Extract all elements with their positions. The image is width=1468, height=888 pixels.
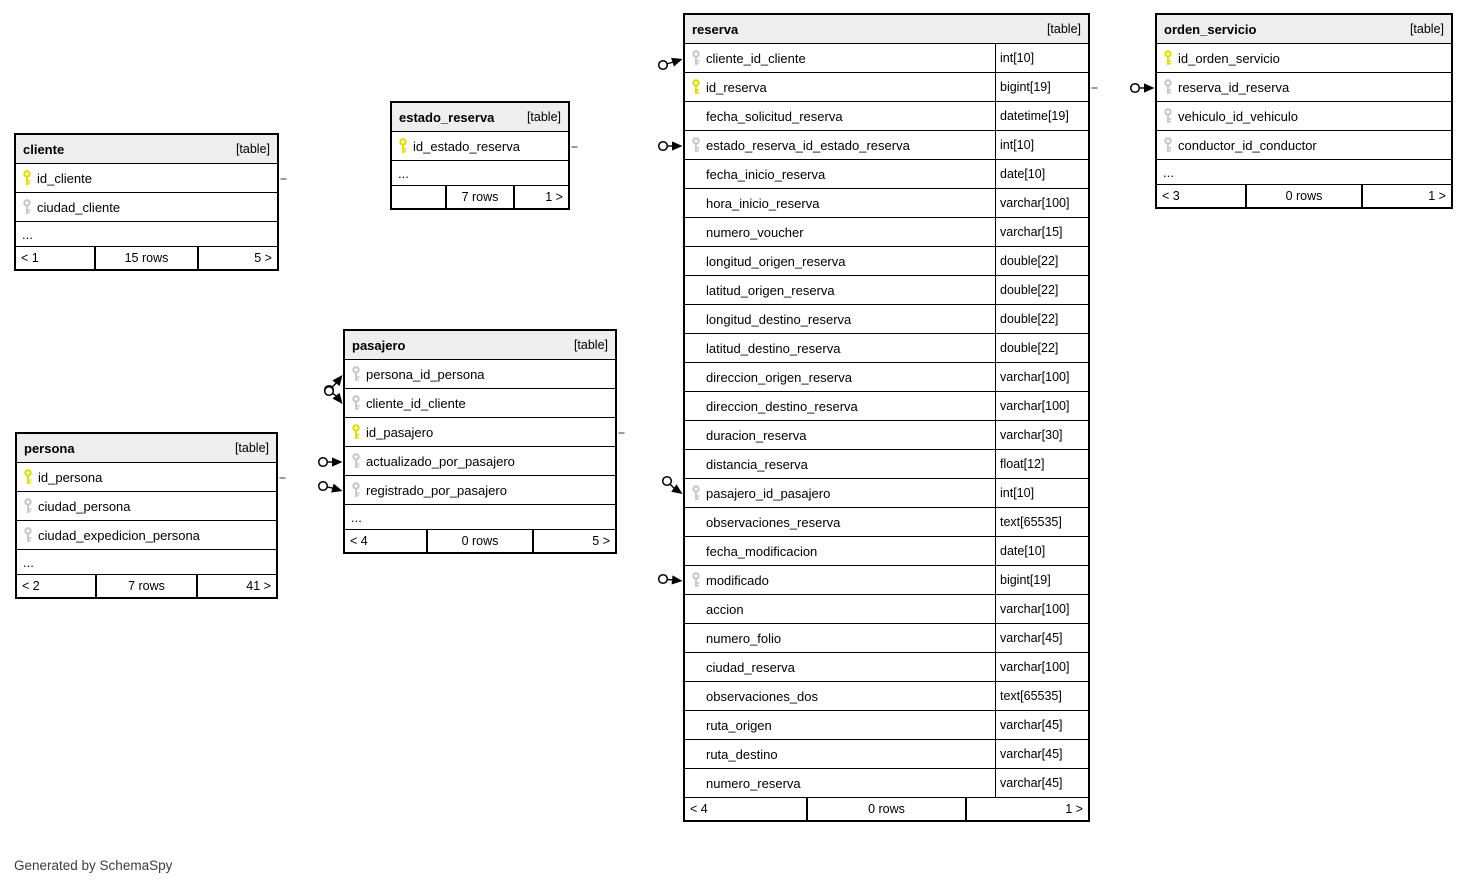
key-icon-slot: [685, 79, 706, 95]
column-type: varchar[15]: [995, 218, 1088, 246]
foreign-key-icon: [691, 485, 701, 501]
column-row-numero_voucher: [685, 218, 1088, 247]
row-count: 0 rows: [426, 530, 534, 552]
column-row-id_persona: [17, 463, 276, 492]
column-type: varchar[100]: [995, 392, 1088, 420]
table-tag: [table]: [1409, 22, 1444, 36]
column-row-registrado_por_pasajero: [345, 476, 615, 505]
more-columns-ellipsis: ...: [16, 222, 277, 247]
table-header: [392, 103, 568, 132]
column-row-estado_reserva_id_estado_reserva: [685, 131, 1088, 160]
row-count: 7 rows: [95, 575, 199, 597]
key-icon-slot: [345, 395, 366, 411]
column-row-id_cliente: [16, 164, 277, 193]
column-row-hora_inicio_reserva: [685, 189, 1088, 218]
column-type: double[22]: [995, 247, 1088, 275]
table-header: [685, 15, 1088, 44]
table-pasajero: [343, 329, 617, 554]
column-type: text[65535]: [995, 682, 1088, 710]
foreign-key-icon: [691, 137, 701, 153]
column-type: text[65535]: [995, 508, 1088, 536]
parents-count: 5 >: [254, 251, 272, 265]
column-name: fecha_solicitud_reserva: [706, 108, 843, 124]
foreign-key-icon: [351, 366, 361, 382]
children-count: < 1: [21, 251, 39, 265]
column-row-direccion_destino_reserva: [685, 392, 1088, 421]
fk-connector-icon: [657, 122, 683, 170]
foreign-key-icon: [351, 453, 361, 469]
column-row-id_reserva: [685, 73, 1088, 102]
column-name: observaciones_dos: [706, 688, 819, 704]
key-icon-slot: [17, 498, 38, 514]
column-row-duracion_reserva: [685, 421, 1088, 450]
table-footer: [17, 575, 276, 597]
column-type: varchar[100]: [995, 363, 1088, 391]
key-icon-slot: [345, 482, 366, 498]
column-row-cliente_id_cliente: [685, 44, 1088, 73]
column-name: cliente_id_cliente: [706, 50, 806, 66]
column-name: duracion_reserva: [706, 427, 807, 443]
column-name: persona_id_persona: [366, 366, 485, 382]
column-row-ciudad_reserva: [685, 653, 1088, 682]
column-type: int[10]: [995, 131, 1088, 159]
column-name: fecha_modificacion: [706, 543, 818, 559]
key-icon-slot: [685, 572, 706, 588]
column-row-fecha_modificacion: [685, 537, 1088, 566]
column-row-direccion_origen_reserva: [685, 363, 1088, 392]
column-name: conductor_id_conductor: [1178, 137, 1317, 153]
key-icon-slot: [345, 366, 366, 382]
table-tag: [table]: [573, 338, 608, 352]
key-icon-slot: [1157, 79, 1178, 95]
column-row-numero_folio: [685, 624, 1088, 653]
fk-connector-icon: [317, 467, 343, 515]
column-row-fecha_solicitud_reserva: [685, 102, 1088, 131]
column-name: numero_folio: [706, 630, 782, 646]
column-name: id_estado_reserva: [413, 138, 520, 154]
foreign-key-icon: [1163, 137, 1173, 153]
children-count: < 4: [350, 534, 368, 548]
column-name: numero_voucher: [706, 224, 804, 240]
column-row-pasajero_id_pasajero: [685, 479, 1088, 508]
foreign-key-icon: [691, 572, 701, 588]
column-name: longitud_origen_reserva: [706, 253, 846, 269]
foreign-key-icon: [22, 199, 32, 215]
key-icon-slot: [685, 485, 706, 501]
relationship-stub-icon: [279, 473, 288, 483]
column-row-reserva_id_reserva: [1157, 73, 1451, 102]
column-row-ciudad_persona: [17, 492, 276, 521]
column-row-fecha_inicio_reserva: [685, 160, 1088, 189]
column-name: id_reserva: [706, 79, 767, 95]
table-name-reserva[interactable]: reserva: [692, 21, 739, 37]
children-count: < 3: [1162, 189, 1180, 203]
table-header: [17, 434, 276, 463]
parents-count: 1 >: [1065, 802, 1083, 816]
column-name: pasajero_id_pasajero: [706, 485, 831, 501]
fk-connector-icon: [657, 35, 683, 83]
column-row-distancia_reserva: [685, 450, 1088, 479]
table-tag: [table]: [234, 441, 269, 455]
column-name: accion: [706, 601, 744, 617]
column-name: ciudad_reserva: [706, 659, 795, 675]
foreign-key-icon: [691, 50, 701, 66]
foreign-key-icon: [1163, 79, 1173, 95]
column-row-observaciones_reserva: [685, 508, 1088, 537]
fk-connector-icon: [317, 380, 343, 428]
generator-credit: Generated by SchemaSpy: [14, 858, 173, 873]
table-name-orden_servicio[interactable]: orden_servicio: [1164, 21, 1257, 37]
foreign-key-icon: [351, 482, 361, 498]
column-name: latitud_destino_reserva: [706, 340, 841, 356]
row-count: 0 rows: [806, 798, 967, 820]
column-type: date[10]: [995, 160, 1088, 188]
key-icon-slot: [1157, 137, 1178, 153]
primary-key-icon: [22, 170, 32, 186]
primary-key-icon: [351, 424, 361, 440]
column-row-observaciones_dos: [685, 682, 1088, 711]
table-name-pasajero[interactable]: pasajero: [352, 337, 406, 353]
column-name: id_pasajero: [366, 424, 434, 440]
column-type: double[22]: [995, 334, 1088, 362]
table-estado_reserva: [390, 101, 570, 210]
row-count: 0 rows: [1245, 185, 1363, 207]
column-name: vehiculo_id_vehiculo: [1178, 108, 1298, 124]
column-row-numero_reserva: [685, 769, 1088, 798]
key-icon-slot: [345, 424, 366, 440]
column-row-longitud_origen_reserva: [685, 247, 1088, 276]
key-icon-slot: [16, 170, 37, 186]
table-footer: [392, 186, 568, 208]
key-icon-slot: [345, 453, 366, 469]
column-row-ciudad_expedicion_persona: [17, 521, 276, 550]
column-name: modificado: [706, 572, 769, 588]
children-count: < 2: [22, 579, 40, 593]
column-name: direccion_destino_reserva: [706, 398, 858, 414]
column-type: datetime[19]: [995, 102, 1088, 130]
column-type: bigint[19]: [995, 566, 1088, 594]
key-icon-slot: [392, 138, 413, 154]
primary-key-icon: [398, 138, 408, 154]
column-type: int[10]: [995, 479, 1088, 507]
column-name: observaciones_reserva: [706, 514, 841, 530]
table-tag: [table]: [1046, 22, 1081, 36]
column-row-id_pasajero: [345, 418, 615, 447]
table-tag: [table]: [235, 142, 270, 156]
parents-count: 1 >: [545, 190, 563, 204]
column-row-longitud_destino_reserva: [685, 305, 1088, 334]
column-row-id_estado_reserva: [392, 132, 568, 161]
column-row-cliente_id_cliente: [345, 389, 615, 418]
column-row-actualizado_por_pasajero: [345, 447, 615, 476]
column-row-ciudad_cliente: [16, 193, 277, 222]
table-orden_servicio: [1155, 13, 1453, 209]
primary-key-icon: [1163, 50, 1173, 66]
key-icon-slot: [685, 137, 706, 153]
key-icon-slot: [1157, 108, 1178, 124]
primary-key-icon: [691, 79, 701, 95]
column-name: direccion_origen_reserva: [706, 369, 852, 385]
table-name-persona[interactable]: persona: [24, 440, 75, 456]
column-row-id_orden_servicio: [1157, 44, 1451, 73]
relationship-stub-icon: [571, 142, 580, 152]
foreign-key-icon: [1163, 108, 1173, 124]
fk-connector-icon: [657, 557, 683, 605]
column-type: double[22]: [995, 305, 1088, 333]
column-type: varchar[45]: [995, 740, 1088, 768]
table-footer: [1157, 185, 1451, 207]
column-type: varchar[45]: [995, 624, 1088, 652]
parents-count: 41 >: [246, 579, 271, 593]
column-type: int[10]: [995, 44, 1088, 72]
key-icon-slot: [1157, 50, 1178, 66]
key-icon-slot: [16, 199, 37, 215]
column-row-modificado: [685, 566, 1088, 595]
column-type: varchar[100]: [995, 653, 1088, 681]
column-type: double[22]: [995, 276, 1088, 304]
children-count: [392, 186, 445, 208]
column-name: estado_reserva_id_estado_reserva: [706, 137, 910, 153]
column-type: date[10]: [995, 537, 1088, 565]
column-type: varchar[30]: [995, 421, 1088, 449]
column-name: hora_inicio_reserva: [706, 195, 820, 211]
more-columns-ellipsis: ...: [17, 550, 276, 575]
column-name: numero_reserva: [706, 775, 801, 791]
column-row-ruta_origen: [685, 711, 1088, 740]
key-icon-slot: [17, 527, 38, 543]
column-row-conductor_id_conductor: [1157, 131, 1451, 160]
column-type: varchar[100]: [995, 595, 1088, 623]
relationship-stub-icon: [280, 174, 289, 184]
more-columns-ellipsis: ...: [1157, 160, 1451, 185]
column-name: distancia_reserva: [706, 456, 808, 472]
column-row-vehiculo_id_vehiculo: [1157, 102, 1451, 131]
parents-count: 5 >: [592, 534, 610, 548]
column-row-accion: [685, 595, 1088, 624]
key-icon-slot: [17, 469, 38, 485]
column-name: id_cliente: [37, 170, 92, 186]
foreign-key-icon: [351, 395, 361, 411]
row-count: 7 rows: [445, 186, 515, 208]
table-footer: [345, 530, 615, 552]
column-row-latitud_destino_reserva: [685, 334, 1088, 363]
column-type: varchar[100]: [995, 189, 1088, 217]
table-tag: [table]: [526, 110, 561, 124]
more-columns-ellipsis: ...: [345, 505, 615, 530]
column-name: fecha_inicio_reserva: [706, 166, 826, 182]
column-name: cliente_id_cliente: [366, 395, 466, 411]
column-name: reserva_id_reserva: [1178, 79, 1290, 95]
table-header: [345, 331, 615, 360]
table-persona: [15, 432, 278, 599]
column-name: ciudad_expedicion_persona: [38, 527, 200, 543]
fk-connector-icon: [1129, 64, 1155, 112]
column-name: longitud_destino_reserva: [706, 311, 852, 327]
table-header: [1157, 15, 1451, 44]
foreign-key-icon: [23, 498, 33, 514]
column-name: id_orden_servicio: [1178, 50, 1280, 66]
fk-connector-icon: [657, 470, 683, 518]
table-footer: [16, 247, 277, 269]
parents-count: 1 >: [1428, 189, 1446, 203]
column-name: latitud_origen_reserva: [706, 282, 835, 298]
primary-key-icon: [23, 469, 33, 485]
foreign-key-icon: [23, 527, 33, 543]
column-row-ruta_destino: [685, 740, 1088, 769]
column-type: bigint[19]: [995, 73, 1088, 101]
column-name: registrado_por_pasajero: [366, 482, 507, 498]
column-type: varchar[45]: [995, 711, 1088, 739]
table-name-estado_reserva[interactable]: estado_reserva: [399, 109, 495, 125]
key-icon-slot: [685, 50, 706, 66]
more-columns-ellipsis: ...: [392, 161, 568, 186]
row-count: 15 rows: [94, 247, 198, 269]
column-name: actualizado_por_pasajero: [366, 453, 515, 469]
table-footer: [685, 798, 1088, 820]
column-name: ruta_destino: [706, 746, 778, 762]
table-reserva: [683, 13, 1090, 822]
column-type: float[12]: [995, 450, 1088, 478]
relationship-stub-icon: [618, 428, 627, 438]
table-cliente: [14, 133, 279, 271]
column-name: ciudad_cliente: [37, 199, 121, 215]
column-row-persona_id_persona: [345, 360, 615, 389]
column-name: ciudad_persona: [38, 498, 131, 514]
column-type: varchar[45]: [995, 769, 1088, 797]
children-count: < 4: [690, 802, 708, 816]
column-name: ruta_origen: [706, 717, 772, 733]
table-name-cliente[interactable]: cliente: [23, 141, 65, 157]
column-row-latitud_origen_reserva: [685, 276, 1088, 305]
table-header: [16, 135, 277, 164]
relationship-stub-icon: [1091, 83, 1100, 93]
column-name: id_persona: [38, 469, 103, 485]
